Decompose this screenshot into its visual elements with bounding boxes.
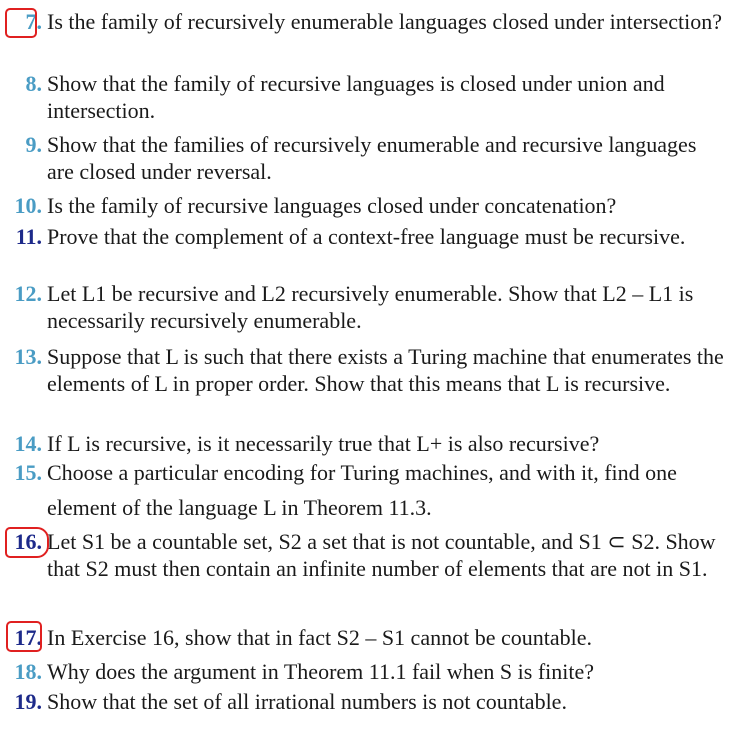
annotation-box-16: [5, 527, 49, 558]
exercise-number: 7.: [25, 9, 42, 34]
exercise-15-text: Choose a particular encoding for Turing machines, and with it, find one element of the language L in Theorem 11.3.: [47, 460, 677, 520]
exercise-text: If L is recursive, is it necessarily true that L+ is also recursive?: [47, 431, 600, 456]
exercise-number: 13.: [14, 344, 42, 369]
exercise-text: Suppose that L is such that there exists a Turing machine that enumerates the elements of L in proper order. Show that this means that L is recursive.: [47, 344, 724, 396]
exercise-text: Prove that the complement of a context-free language must be recursive.: [47, 224, 686, 249]
exercise-text: Show that the family of recursive languages is closed under union and intersection.: [47, 71, 665, 123]
exercise-number: 12.: [14, 281, 42, 306]
exercise-text: Is the family of recursively enumerable languages closed under intersection?: [47, 9, 723, 34]
exercise-number: 17.: [14, 625, 42, 650]
exercise-number: 19.: [14, 689, 42, 714]
exercise-12-text: Let L1 be recursive and L2 recursively enumerable. Show that L2 – L1 is necessarily recursively enumerable.: [47, 281, 694, 333]
exercise-number: 15.: [14, 460, 42, 485]
exercise-number: 8.: [25, 71, 42, 96]
exercise-text: Is the family of recursive languages closed under concatenation?: [47, 193, 617, 218]
exercise-number: 14.: [14, 431, 42, 456]
annotation-box-17: [6, 621, 42, 652]
exercise-number: 18.: [14, 659, 42, 684]
exercise-number: 16.: [14, 529, 42, 554]
exercise-number: 11.: [15, 224, 42, 249]
exercise-text: Let S1 be a countable set, S2 a set that is not countable, and S1 ⊂ S2. Show that S2 must then contain an infinite number of elements that are not in S1.: [47, 529, 716, 581]
exercise-text: Why does the argument in Theorem 11.1 fail when S is finite?: [47, 659, 595, 684]
exercise-text: Show that the set of all irrational numbers is not countable.: [47, 689, 567, 714]
exercise-text: Show that the families of recursively enumerable and recursive languages are closed under reversal.: [47, 132, 697, 184]
exercise-text: [47, 280, 727, 334]
exercise-number: 9.: [25, 132, 42, 157]
exercise-number: 10.: [14, 193, 42, 218]
annotation-box-7: [5, 8, 37, 38]
exercise-text: In Exercise 16, show that in fact S2 – S1 cannot be countable.: [47, 625, 592, 650]
